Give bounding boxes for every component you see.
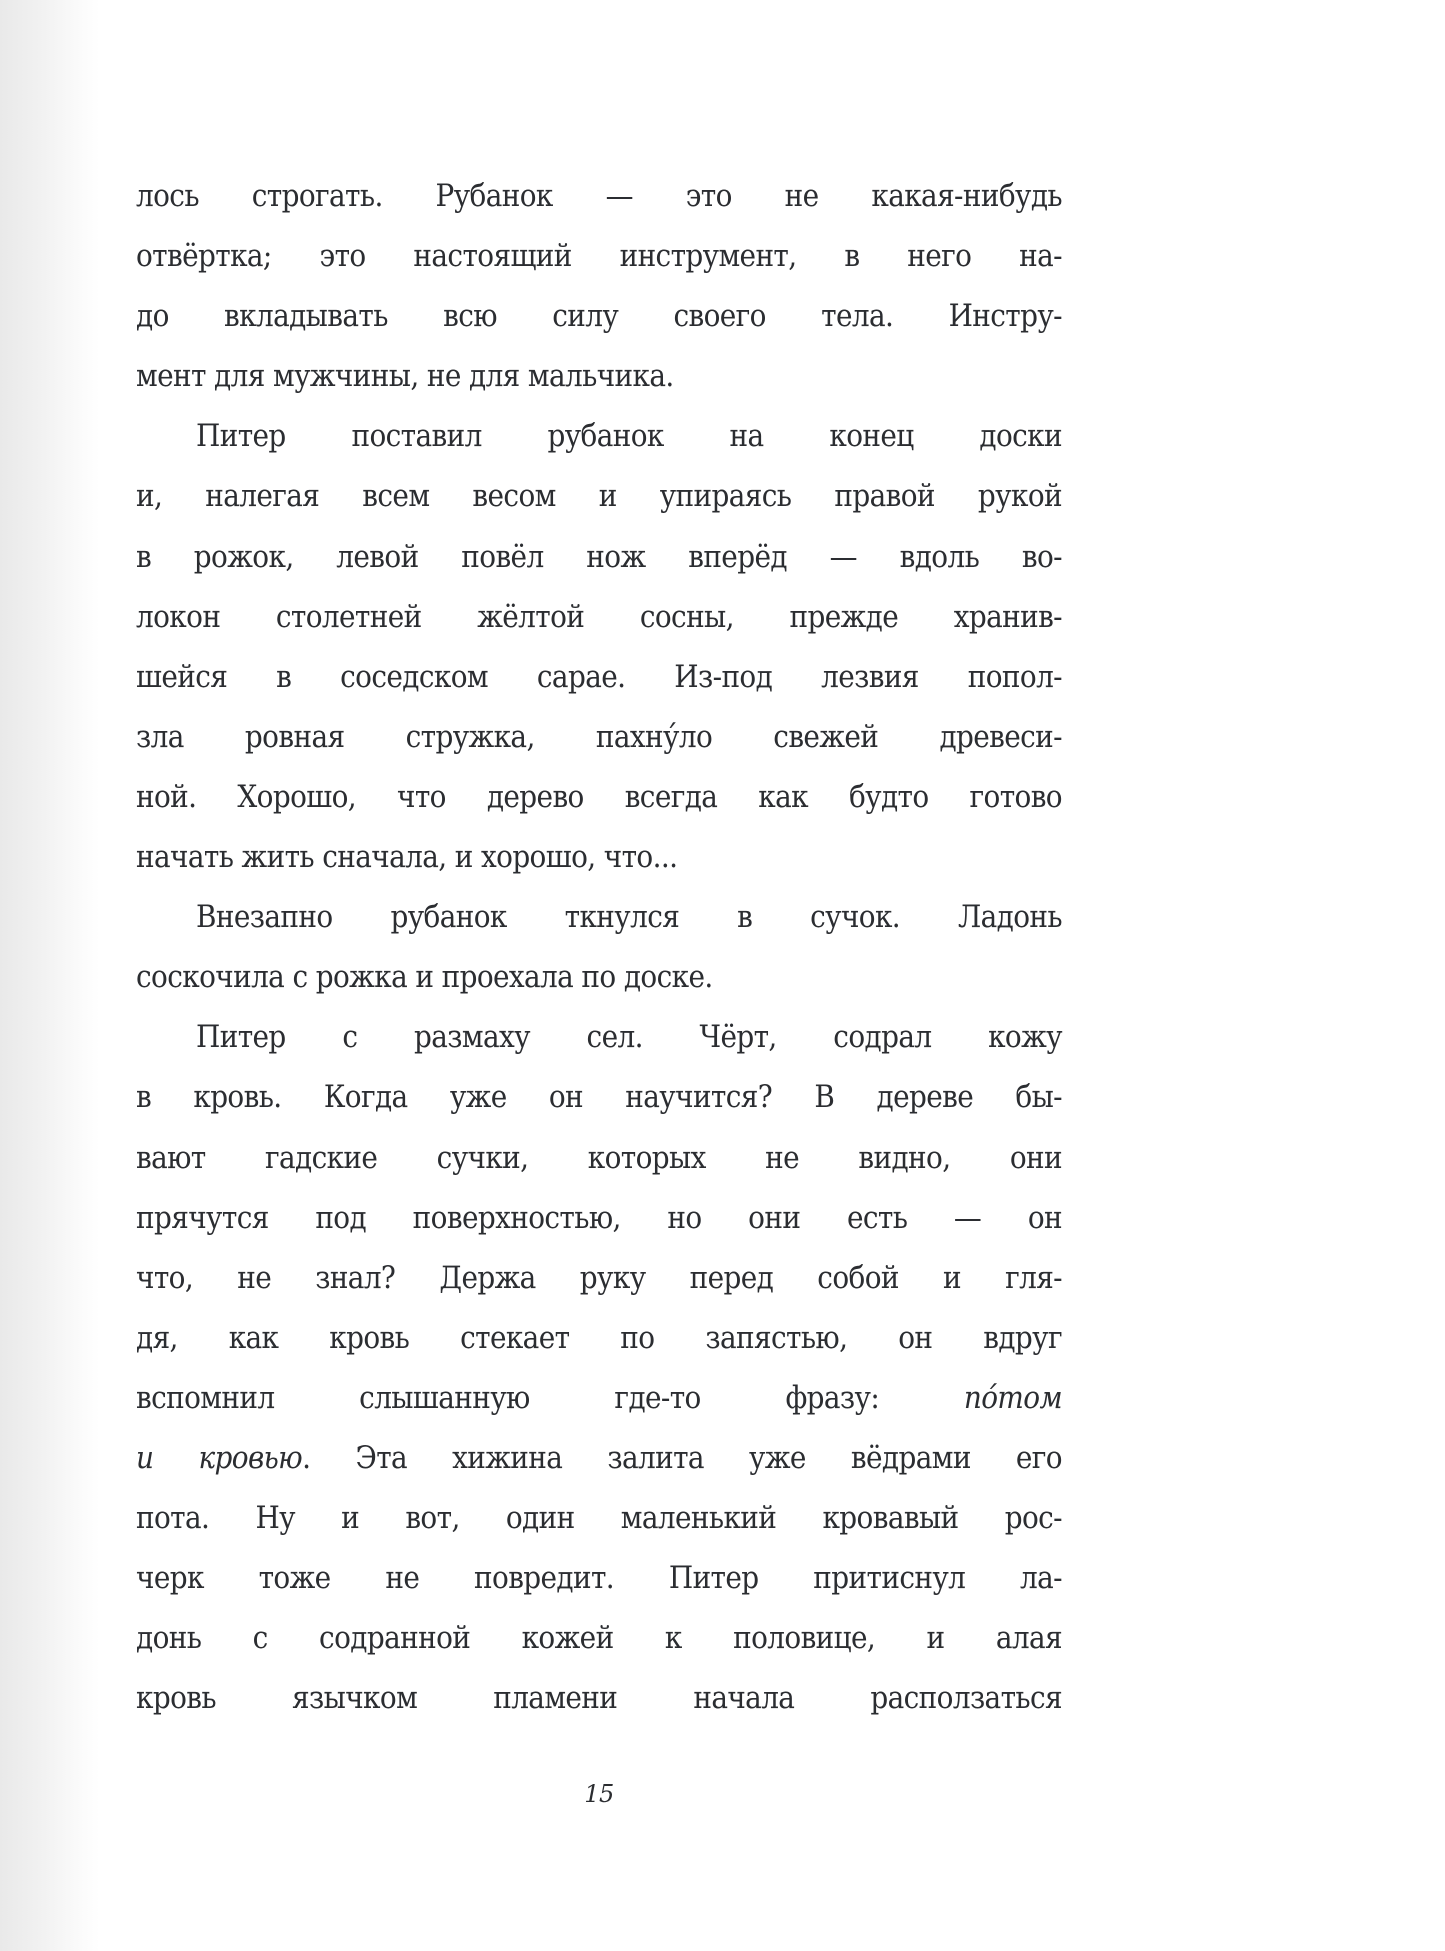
text-line: локон столетней жёлтой сосны, прежде хранив- — [136, 598, 1062, 635]
text-line: мент для мужчины, не для мальчика. — [136, 358, 674, 395]
text-line: отвёртка; это настоящий инструмент, в него на- — [136, 238, 1062, 275]
paragraph — [136, 166, 1062, 406]
text-line: лось строгать. Рубанок — это не какая-нибудь — [136, 178, 1062, 214]
text-line: донь с содранной кожей к половице, и алая — [136, 1620, 1062, 1657]
text-line — [136, 1368, 1062, 1428]
italic-phrase: по́том — [963, 1379, 1062, 1416]
text-line: зла ровная стружка, пахну́ло свежей древеси- — [136, 718, 1062, 755]
text-line: что, не знал? Держа руку перед собой и гля- — [136, 1259, 1062, 1296]
text-line: кровь язычком пламени начала расползаться — [136, 1680, 1062, 1717]
text-segment: вспомнил слышанную где-то фразу: — [136, 1379, 964, 1416]
text-line — [136, 1428, 1062, 1488]
italic-phrase: и кровью — [136, 1439, 303, 1476]
text-line: дя, как кровь стекает по запястью, он вдруг — [136, 1319, 1062, 1356]
text-line: Внезапно рубанок ткнулся в сучок. Ладонь — [196, 899, 1062, 936]
paragraph — [136, 406, 1062, 887]
text-line: прячутся под поверхностью, но они есть — он — [136, 1199, 1062, 1236]
text-line: соскочила с рожка и проехала по доске. — [136, 959, 713, 996]
text-line: Питер поставил рубанок на конец доски — [196, 418, 1062, 455]
text-line: Питер с размаху сел. Чёрт, содрал кожу — [196, 1019, 1062, 1056]
paragraph — [136, 887, 1062, 1007]
text-line: пота. Ну и вот, один маленький кровавый рос- — [136, 1500, 1062, 1537]
text-line: до вкладывать всю силу своего тела. Инстру- — [136, 298, 1062, 335]
text-segment: . Эта хижина залита уже вёдрами его — [302, 1439, 1062, 1476]
body-text — [136, 166, 1062, 1728]
page-number: 15 — [584, 1780, 614, 1808]
paragraph — [136, 1007, 1062, 1728]
text-line: шейся в соседском сарае. Из-под лезвия попол- — [136, 658, 1062, 695]
text-line: начать жить сначала, и хорошо, что... — [136, 839, 678, 876]
text-line: ной. Хорошо, что дерево всегда как будто готово — [136, 778, 1062, 815]
text-line: и, налегая всем весом и упираясь правой рукой — [136, 478, 1062, 515]
text-line: в кровь. Когда уже он научится? В дереве бы- — [136, 1079, 1062, 1116]
text-line: черк тоже не повредит. Питер притиснул ла- — [136, 1560, 1062, 1597]
text-line: вают гадские сучки, которых не видно, они — [136, 1139, 1062, 1176]
text-line: в рожок, левой повёл нож вперёд — вдоль во- — [136, 538, 1062, 575]
